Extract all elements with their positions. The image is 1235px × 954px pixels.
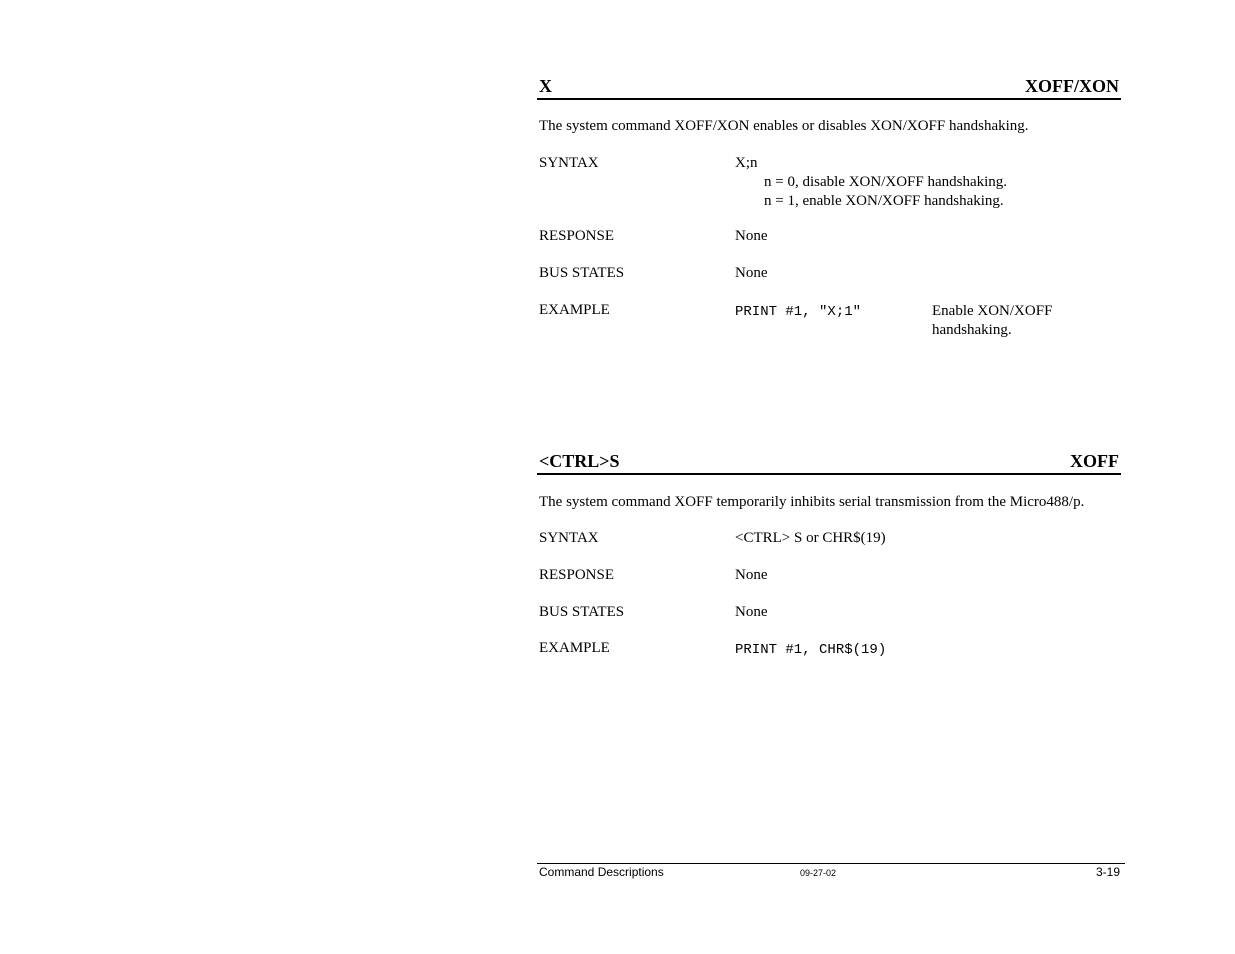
bus-states-label: BUS STATES <box>539 604 625 620</box>
section-xoff <box>537 451 1121 658</box>
page-footer <box>537 863 1125 884</box>
bus-states-value: None <box>735 265 768 281</box>
command-description: The system command XOFF/XON enables or disables XON/XOFF handshaking. <box>539 118 1029 134</box>
example-label: EXAMPLE <box>539 302 610 318</box>
section-header <box>537 451 1121 475</box>
bus-states-label: BUS STATES <box>539 265 625 281</box>
response-label: RESPONSE <box>539 567 615 583</box>
command-code: <CTRL>S <box>539 451 620 471</box>
section-header <box>537 76 1121 100</box>
example-label: EXAMPLE <box>539 640 610 656</box>
bus-states-value: None <box>735 604 768 620</box>
footer-date: 09-27-02 <box>800 868 837 878</box>
syntax-value: <CTRL> S or CHR$(19) <box>735 530 886 546</box>
response-value: None <box>735 228 768 244</box>
example-comment <box>932 302 1052 340</box>
syntax-note-text: n = 0, disable XON/XOFF handshaking. <box>764 174 1008 190</box>
example-code: PRINT #1, "X;1" <box>735 304 862 320</box>
section-xoff-xon <box>537 76 1121 338</box>
footer-page-number: 3-19 <box>1095 865 1120 879</box>
example-row <box>539 302 1119 342</box>
command-name: XOFF <box>1070 451 1119 471</box>
response-label: RESPONSE <box>539 228 615 244</box>
example-comment-line: Enable XON/XOFF <box>932 303 1053 319</box>
syntax-label: SYNTAX <box>539 155 599 171</box>
command-name: XOFF/XON <box>1025 76 1119 96</box>
footer-chapter: Command Descriptions <box>539 865 664 879</box>
syntax-note-text: n = 1, enable XON/XOFF handshaking. <box>764 193 1004 209</box>
response-value: None <box>735 567 768 583</box>
example-comment-line: handshaking. <box>932 322 1012 338</box>
command-code: X <box>539 76 552 96</box>
syntax-label: SYNTAX <box>539 530 599 546</box>
syntax-value: X;n <box>735 155 758 171</box>
command-description: The system command XOFF temporarily inhibits serial transmission from the Micro488/p. <box>539 494 1085 510</box>
example-code: PRINT #1, CHR$(19) <box>735 642 887 658</box>
